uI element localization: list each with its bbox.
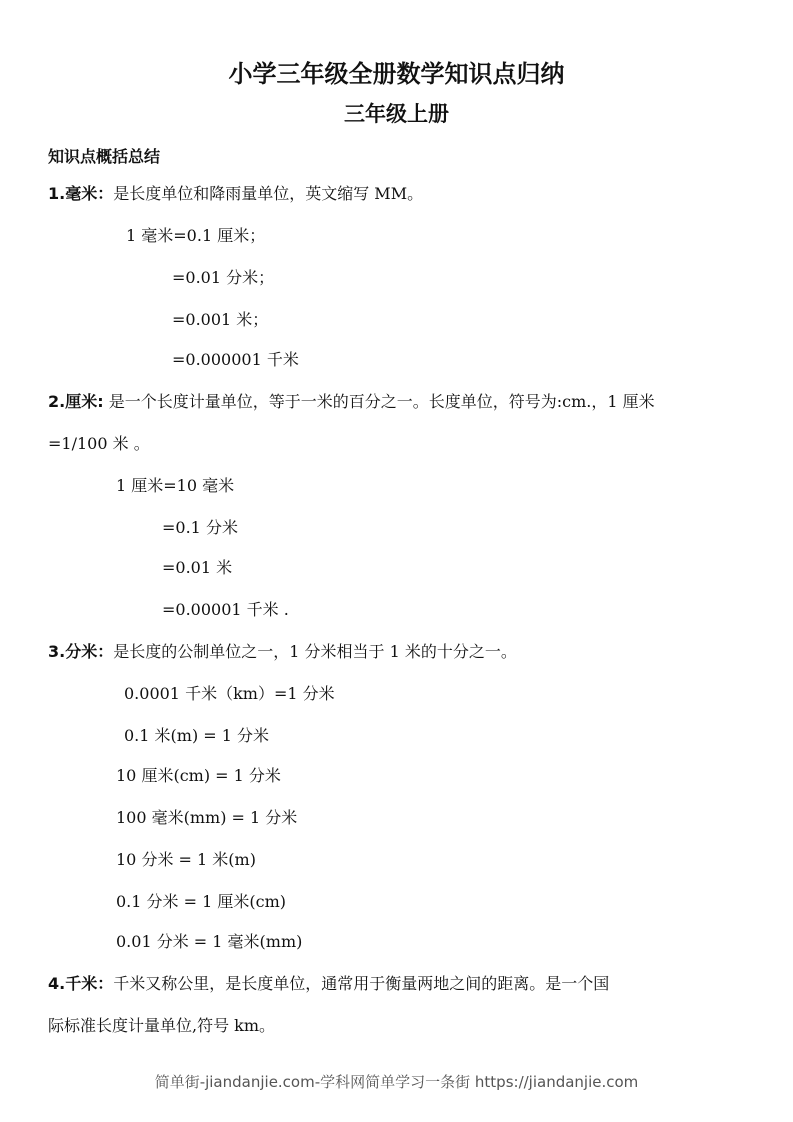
item-1-paragraph <box>48 184 423 204</box>
item-2-text-continued: =1/100 米 。 <box>48 434 150 453</box>
item-2-line-2: =0.1 分米 <box>162 518 238 537</box>
item-2-line-4: =0.00001 千米 . <box>162 600 289 619</box>
item-1-text: 是长度单位和降雨量单位，英文缩写 MM。 <box>113 184 424 203</box>
item-1-line-1: 1 毫米=0.1 厘米； <box>126 226 266 245</box>
item-1-line-3: =0.001 米； <box>172 310 269 329</box>
item-3-line-7: 0.01 分米 = 1 毫米(mm) <box>116 932 303 951</box>
item-3-heading: 3.分米： <box>48 642 114 661</box>
item-3-text: 是长度的公制单位之一，1 分米相当于 1 米的十分之一。 <box>113 642 517 661</box>
item-1-line-2: =0.01 分米； <box>172 268 275 287</box>
item-4-heading: 4.千米： <box>48 974 114 993</box>
item-2-line-1: 1 厘米=10 毫米 <box>116 476 235 495</box>
item-3-line-3: 10 厘米(cm) = 1 分米 <box>116 766 281 785</box>
item-4-text: 千米又称公里，是长度单位，通常用于衡量两地之间的距离。是一个国 <box>113 974 610 993</box>
item-2-text: 是一个长度计量单位，等于一米的百分之一。长度单位，符号为:cm.，1 厘米 <box>103 392 655 411</box>
item-1-heading: 1.毫米： <box>48 184 114 203</box>
item-2-heading: 2.厘米: <box>48 392 104 411</box>
item-2-paragraph <box>48 392 655 412</box>
item-1-line-4: =0.000001 千米 <box>172 350 299 369</box>
page-footer: 简单街-jiandanjie.com-学科网简单学习一条街 https://jiandanjie.com <box>154 1073 639 1091</box>
item-3-line-5: 10 分米 = 1 米(m) <box>116 850 256 869</box>
item-3-paragraph <box>48 642 517 662</box>
item-3-line-6: 0.1 分米 = 1 厘米(cm) <box>116 892 286 911</box>
item-3-line-4: 100 毫米(mm) = 1 分米 <box>116 808 298 827</box>
section-heading: 知识点概括总结 <box>48 147 161 166</box>
item-3-line-1: 0.0001 千米（km）=1 分米 <box>124 684 335 703</box>
document-title: 小学三年级全册数学知识点归纳 <box>228 60 565 88</box>
item-4-paragraph <box>48 974 609 994</box>
document-subtitle: 三年级上册 <box>344 102 449 126</box>
item-4-text-continued: 际标准长度计量单位,符号 km。 <box>48 1016 276 1035</box>
item-2-line-3: =0.01 米 <box>162 558 233 577</box>
item-3-line-2: 0.1 米(m) = 1 分米 <box>124 726 270 745</box>
